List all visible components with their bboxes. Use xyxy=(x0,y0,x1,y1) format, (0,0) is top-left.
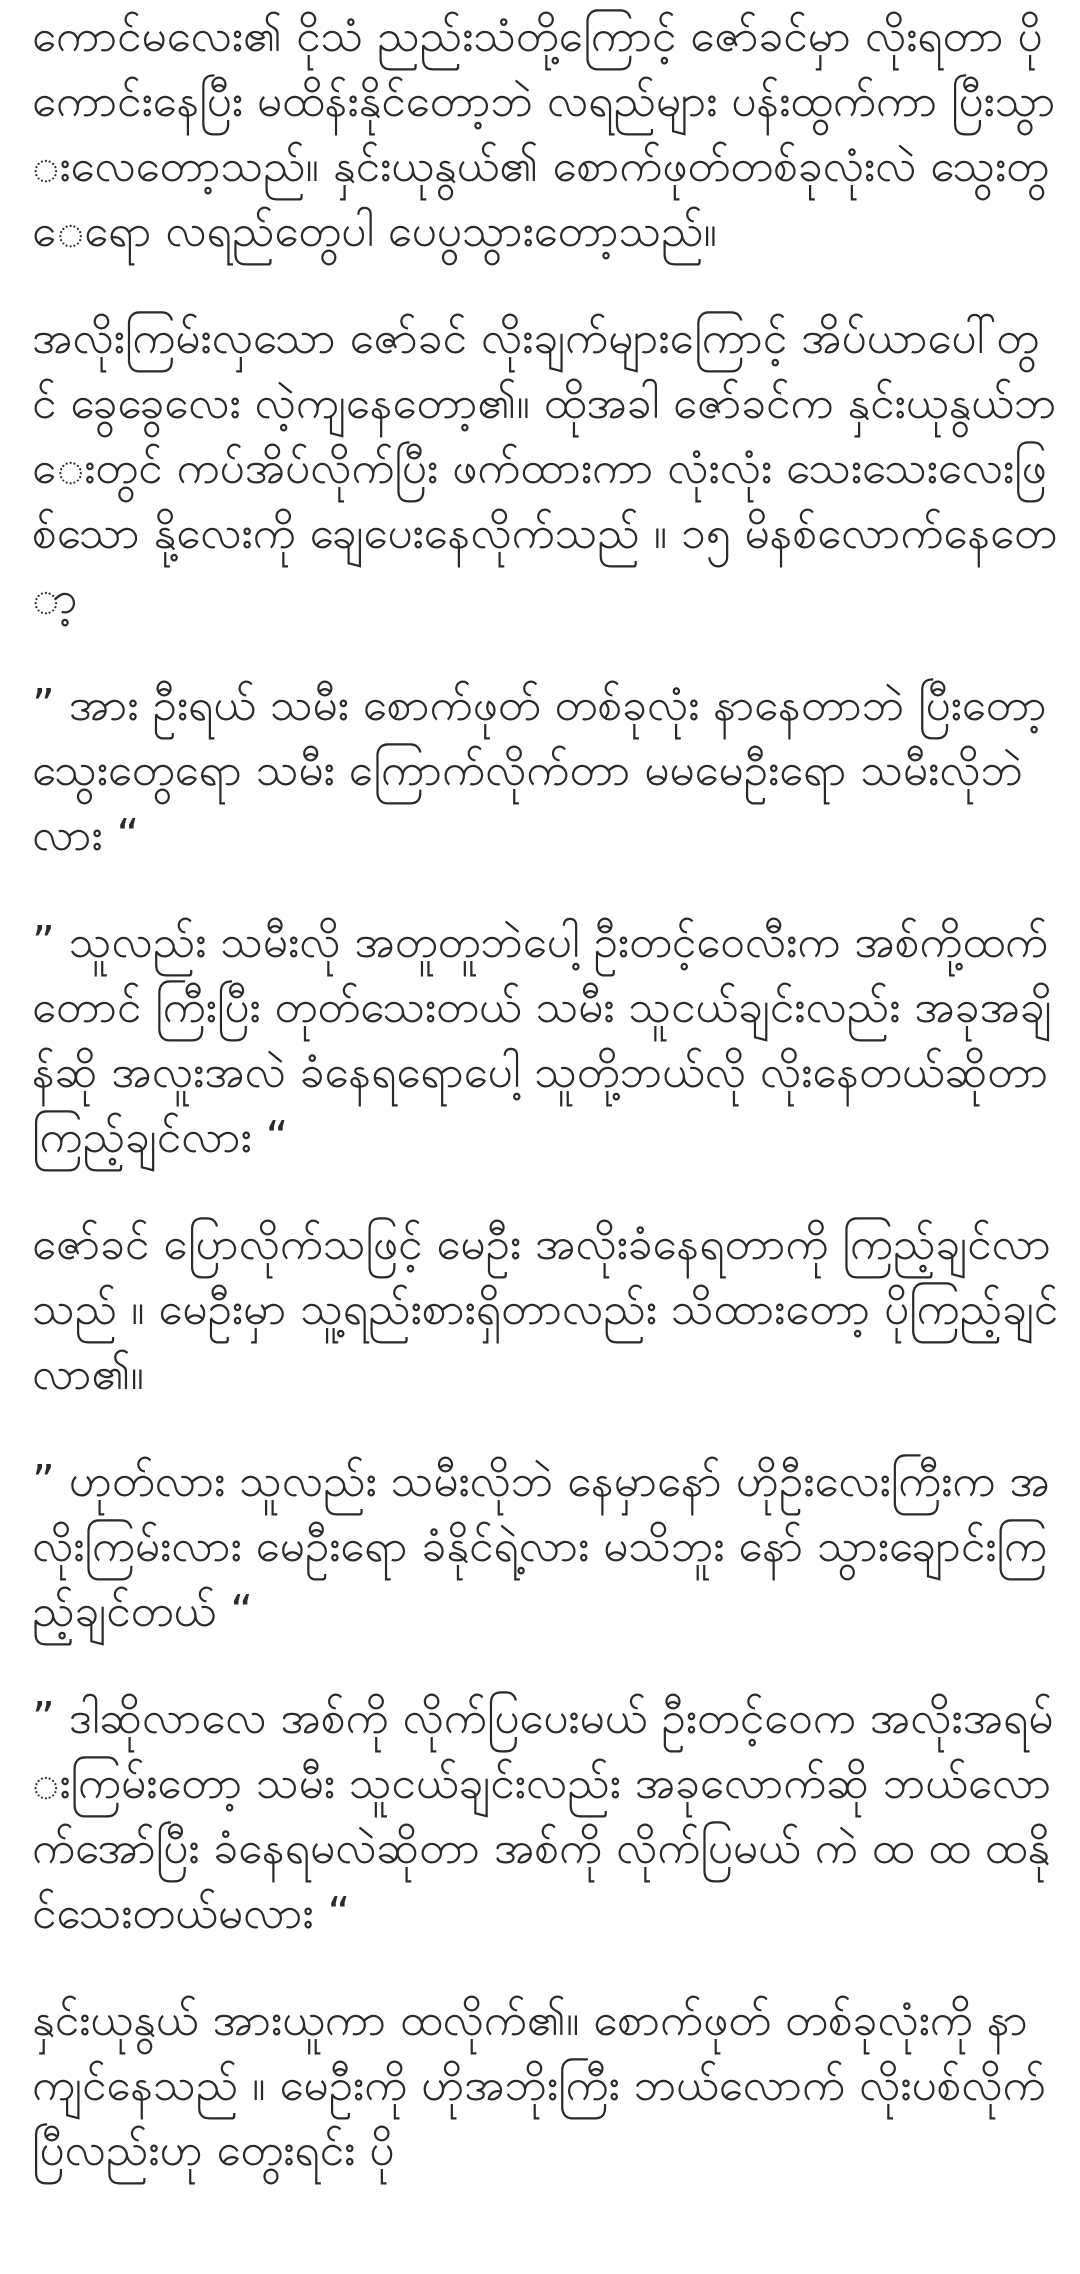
paragraph-7: ” ဒါဆိုလာလေ အစ်ကို လိုက်ပြပေးမယ် ဦးတင့်ဝေက အလိုးအရမ်းကြမ်းတော့ သမီး သူငယ်ချင်းလည်း အခုလောက်ဆို ဘယ်လောက်အော်ပြီး ခံနေရမလဲဆိုတာ အစ်ကို လိုက်ပြမယ် ကဲ ထ ထ ထနိုင်သေးတယ်မလား “ xyxy=(32,1693,1054,1939)
paragraph-2: အလိုးကြမ်းလှသော ဇော်ခင် လိုးချက်များကြောင့် အိပ်ယာပေါ်တွင် ခွေခွေလေး လဲ့ကျနေတော့၏။ ထိုအခါ ဇော်ခင်က နှင်းယုနွယ်ဘေးတွင် ကပ်အိပ်လိုက်ပြီး ဖက်ထားကာ လုံးလုံး သေးသေးလေးဖြစ်သော နို့လေးကို ချေပေးနေလိုက်သည် ။ ၁၅ မိနစ်လောက်နေတော့ xyxy=(32,313,1057,624)
paragraph-3: ” အား ဦးရယ် သမီး စောက်ဖုတ် တစ်ခုလုံး နာနေတာဘဲ ပြီးတော့ သွေးတွေရော သမီး ကြောက်လိုက်တာ မမမေဦးရော သမီးလိုဘဲလား “ xyxy=(32,680,1047,861)
paragraph-8: နှင်းယုနွယ် အားယူကာ ထလိုက်၏။ စောက်ဖုတ် တစ်ခုလုံးကို နာကျင်နေသည် ။ မေဦးကို ဟိုအဘိုးကြီး ဘယ်လောက် လိုးပစ်လိုက်ပြီလည်းဟု တွေးရင်း ပို xyxy=(32,1995,1046,2176)
paragraph-6: ” ဟုတ်လား သူလည်း သမီးလိုဘဲ နေမှာနော် ဟိုဦးလေးကြီးက အလိုးကြမ်းလား မေဦးရော ခံနိုင်ရဲ့လား မသိဘူး နော် သွားချောင်းကြည့်ချင်တယ် “ xyxy=(32,1456,1050,1637)
paragraph-4: ” သူလည်း သမီးလို အတူတူဘဲပေါ့ ဦးတင့်ဝေလီးက အစ်ကို့ထက်တောင် ကြီးပြီး တုတ်သေးတယ် သမီး သူငယ်ချင်းလည်း အခုအချိန်ဆို အလူးအလဲ ခံနေရရောပေါ့ သူတို့ဘယ်လို လိုးနေတယ်ဆိုတာ ကြည့်ချင်လား “ xyxy=(32,917,1052,1163)
paragraph-5: ဇော်ခင် ပြောလိုက်သဖြင့် မေဦး အလိုးခံနေရတာကို ကြည့်ချင်လာသည် ။ မေဦးမှာ သူ့ရည်းစားရှိတာလည်း သိထားတော့ ပိုကြည့်ချင်လာ၏။ xyxy=(32,1219,1059,1400)
article-body xyxy=(32,0,1062,2183)
paragraph-1: ကောင်မလေး၏ ငိုသံ ညည်းသံတို့ကြောင့် ဇော်ခင်မှာ လိုးရတာ ပိုကောင်းနေပြီး မထိန်းနိုင်တော့ဘဲ လရည်များ ပန်းထွက်ကာ ပြီးသွားလေတော့သည်။ နှင်းယုနွယ်၏ စောက်ဖုတ်တစ်ခုလုံးလဲ သွေးတွေရော လရည်တွေပါ ပေပွသွားတော့သည်။ xyxy=(32,11,1056,257)
